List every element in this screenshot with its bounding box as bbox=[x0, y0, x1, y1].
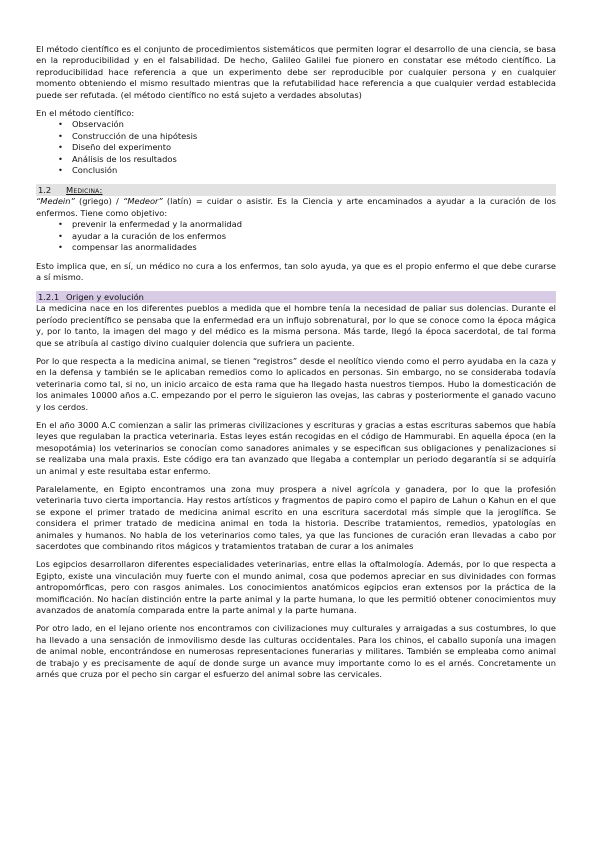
list-item: • Análisis de los resultados bbox=[36, 154, 556, 165]
list-item: • Diseño del experimento bbox=[36, 142, 556, 153]
subsection-title: Origen y evolución bbox=[66, 292, 144, 303]
list-item: • Construcción de una hipótesis bbox=[36, 131, 556, 142]
subsection-number: 1.2.1 bbox=[38, 292, 60, 303]
origen-paragraph: Paralelamente, en Egipto encontramos una zona muy prospera a nivel agrícola y ganadera, por lo que la profesión veterinaria tuvo cierta importancia. Hay restos artísticos y fragmentos de papiro como el papiro de Lahun o Kahun en el que se expone el primer tratado de medicina animal escrito en una escritura sacerdotal más simple que la jeroglífica. Se considera el primer tratado de medicina animal en toda la historia. Describe tratamientos, remedios, ypatologías en animales y humanos. No habla de los veterinarios como tales, ya que las funciones de curación eran llevadas a cabo por sacerdotes que combinando ritos mágicos y tratamientos trataban de curar a los animales bbox=[36, 484, 556, 552]
origen-paragraph: Por lo que respecta a la medicina animal, se tienen “registros” desde el neolítico viendo como el perro ayudaba en la caza y en la defensa y también se le aplicaban remedios como lo aplicados en personas. Sin embargo, no se consideraba todavía veterinaria como tal, si no, un inicio arcaico de esta rama que ha llegado hasta nuestros tiempos. Hubo la domesticación de los animales 10000 años a.C. empezando por el perro le siguieron las ovejas, las cabras y posteriormente el ganado vacuno y los cerdos. bbox=[36, 355, 556, 412]
origen-paragraph: Los egipcios desarrollaron diferentes especialidades veterinarias, entre ellas la oftalmología. Además, por lo que respecta a Egipto, existe una vinculación muy fuerte con el mundo animal, cosa que podemos apreciar en sus divinidades con formas antropomórficas, pero con rasgos animales. Los conocimientos anatómicos egipcios eran extensos por la práctica de la momificación. No hacían distinción entre la parte animal y la parte humana, lo que les permitió obtener conocimientos muy avanzados de anatomía comparada entre la parte animal y la parte humana. bbox=[36, 559, 556, 616]
intro-paragraph: El método científico es el conjunto de procedimientos sistemáticos que permiten lograr el desarrollo de una ciencia, se basa en la reproducibilidad y en el falsabilidad. De hecho, Galileo Galilei fue pionero en constatar ese método científico. La reproducibilidad hace referencia a que un experimento debe ser reproducible por cualquier persona y en cualquier momento obteniendo el mismo resultado mientras que la refutabilidad hace referencia a que cualquier verdad establecida puede ser refutada. (el método científico no está sujeto a verdades absolutas) bbox=[36, 44, 556, 100]
origen-paragraph: En el año 3000 A.C comienzan a salir las primeras civilizaciones y escrituras y gracias a estas escrituras sabemos que había leyes que regulaban la practica veterinaria. Estas leyes están recogidas en el código de Hammurabi. En aquella época (en la mesopotámia) los veterinarios se conocían como sanadores animales y se especifican sus obligaciones y penalizaciones si se realizaba una mala praxis. Este código era tan avanzado que llegaba a contemplar un periodo degarantía si se adquiría un animal y este resultaba estar enfermo. bbox=[36, 419, 556, 476]
definition-text: (latín) = cuidar o asistir. Es la Ciencia y arte encaminados a ayudar a la curación de los enfermos. Tiene como objetivo: bbox=[36, 196, 556, 218]
subsection-heading-origen bbox=[36, 291, 556, 303]
origen-paragraph: La medicina nace en los diferentes pueblos a medida que el hombre tenía la necesidad de paliar sus dolencias. Durante el período precientífico se pensaba que la enfermedad era un influjo sobrenatural, por lo que se conoce como la época mágica y, por lo tanto, la imagen del mago y del médico es la misma persona. Más tarde, llegó la época sacerdotal, de tal forma que se atribuía al castigo divino cualquier dolencia que sufriera un paciente. bbox=[36, 303, 556, 348]
list-item: • prevenir la enfermedad y la anormalidad bbox=[36, 219, 556, 230]
section-number: 1.2 bbox=[38, 185, 52, 196]
method-steps-list bbox=[36, 119, 556, 176]
medicina-closing: Esto implica que, en sí, un médico no cura a los enfermos, tan solo ayuda, ya que es el propio enfermo el que debe curarse a sí mismo. bbox=[36, 260, 556, 282]
list-item: • Conclusión bbox=[36, 165, 556, 176]
list-item: • ayudar a la curación de los enfermos bbox=[36, 231, 556, 242]
term-language: (griego) / bbox=[74, 196, 124, 207]
list-item: • Observación bbox=[36, 119, 556, 130]
term-medeor: “Medeor” bbox=[123, 196, 163, 207]
method-list-intro: En el método científico: bbox=[36, 108, 135, 119]
section-heading-medicina bbox=[36, 184, 556, 196]
objectives-list bbox=[36, 219, 556, 253]
list-item: • compensar las anormalidades bbox=[36, 242, 556, 253]
term-medein: “Medein” bbox=[36, 196, 75, 207]
origen-paragraph: Por otro lado, en el lejano oriente nos encontramos con civilizaciones muy culturales y arraigadas a sus costumbres, lo que ha llevado a una sensación de inmovilismo desde las culturas occidentales. Para los chinos, el caballo suponía una imagen de animal noble, encontrándose en numerosas representaciones funerarias y militares. También se empleaba como animal de trabajo y es precisamente de aquí de donde surge un avance muy importante como lo es el arnés. Concretamente un arnés que cruza por el pecho sin cargar el esfuerzo del animal sobre las cervicales. bbox=[36, 623, 556, 680]
section-title: Medicina: bbox=[66, 185, 103, 196]
medicina-definition bbox=[36, 196, 556, 219]
document-body bbox=[36, 44, 556, 681]
